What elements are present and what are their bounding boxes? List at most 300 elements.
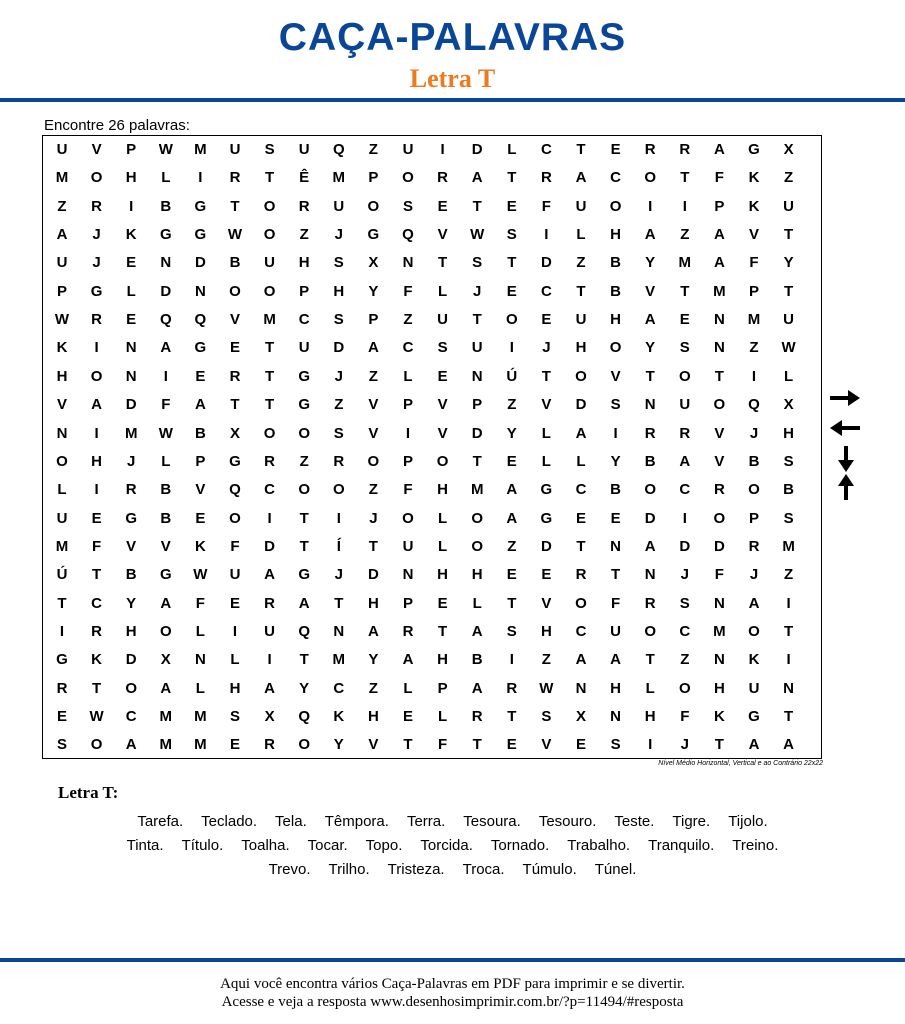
grid-letter: J xyxy=(127,452,136,470)
grid-letter: R xyxy=(471,708,483,725)
grid-letter: L xyxy=(230,651,240,669)
grid-letter: A xyxy=(91,396,103,414)
grid-letter: U xyxy=(56,509,68,527)
grid-letter: U xyxy=(471,339,483,357)
grid-letter: U xyxy=(402,537,414,555)
grid-letter: L xyxy=(576,226,586,244)
grid-row xyxy=(43,618,821,646)
grid-letter: M xyxy=(55,169,69,187)
grid-letter: L xyxy=(438,537,448,555)
grid-letter: J xyxy=(749,424,759,442)
grid-letter: Z xyxy=(507,396,517,414)
grid-letter: L xyxy=(438,509,448,527)
grid-letter: H xyxy=(610,311,622,329)
grid-letter: L xyxy=(645,679,655,697)
grid-letter: H xyxy=(610,679,622,697)
grid-letter: Ú xyxy=(506,367,518,385)
grid-letter: T xyxy=(472,736,482,754)
grid-letter: C xyxy=(540,141,552,158)
grid-letter: U xyxy=(56,254,68,272)
grid-letter: S xyxy=(506,226,517,244)
grid-letter: I xyxy=(751,367,757,385)
word-list-item: Tristeza. xyxy=(387,861,445,878)
grid-letter: O xyxy=(609,197,622,215)
grid-letter: G xyxy=(748,708,760,725)
grid-letter: N xyxy=(56,424,68,442)
grid-letter: Y xyxy=(610,452,621,470)
grid-letter: Z xyxy=(299,452,309,470)
grid-letter: L xyxy=(403,367,413,385)
grid-row xyxy=(43,448,821,476)
grid-letter: W xyxy=(193,566,208,584)
word-list-item: Terra. xyxy=(406,813,446,830)
grid-letter: V xyxy=(126,537,137,555)
grid-letter: V xyxy=(714,452,725,470)
grid-letter: O xyxy=(90,736,103,754)
grid-letter: R xyxy=(402,622,414,640)
word-list xyxy=(20,810,885,882)
page-subtitle: Letra T xyxy=(409,64,496,93)
grid-letter: A xyxy=(471,622,483,640)
grid-letter: O xyxy=(367,452,380,470)
grid-letter: I xyxy=(94,339,99,357)
grid-letter: V xyxy=(541,396,552,414)
grid-letter: I xyxy=(336,509,341,527)
grid-letter: E xyxy=(126,254,137,272)
grid-letter: J xyxy=(334,566,343,584)
grid-letter: B xyxy=(160,481,172,499)
grid-letter: O xyxy=(609,339,622,357)
grid-letter: U xyxy=(333,197,345,215)
grid-letter: H xyxy=(783,424,795,442)
grid-letter: G xyxy=(90,282,103,300)
grid-letter: Z xyxy=(368,679,378,697)
grid-letter: X xyxy=(264,708,275,725)
grid-letter: I xyxy=(509,339,514,357)
grid-letter: N xyxy=(644,396,656,414)
grid-letter: A xyxy=(160,594,172,612)
grid-letter: S xyxy=(264,141,275,158)
grid-letter: I xyxy=(509,651,514,669)
grid-letter: D xyxy=(471,141,483,158)
grid-letter: W xyxy=(89,708,104,725)
grid-letter: T xyxy=(299,537,309,555)
grid-letter: Z xyxy=(368,367,378,385)
grid-letter: M xyxy=(124,424,138,442)
grid-letter: E xyxy=(610,509,621,527)
grid-row xyxy=(43,420,821,448)
grid-letter: D xyxy=(471,424,483,442)
grid-letter: T xyxy=(472,452,482,470)
grid-letter: M xyxy=(332,651,346,669)
footer-line-1: Aqui você encontra vários Caça-Palavras em PDF para imprimir e se divertir. xyxy=(220,976,685,992)
grid-letter: A xyxy=(367,622,379,640)
grid-row xyxy=(43,193,821,221)
grid-letter: U xyxy=(610,622,622,640)
grid-letter: T xyxy=(265,339,275,357)
grid-row xyxy=(43,533,821,561)
grid-letter: A xyxy=(471,679,483,697)
grid-letter: O xyxy=(332,481,345,499)
grid-letter: N xyxy=(610,708,622,725)
grid-letter: P xyxy=(402,452,413,470)
grid-letter: I xyxy=(613,424,618,442)
grid-letter: O xyxy=(575,594,587,612)
grid-letter: Ê xyxy=(299,169,310,187)
grid-letter: N xyxy=(194,651,206,669)
grid-letter: R xyxy=(506,679,518,697)
grid-letter: U xyxy=(575,197,587,215)
grid-letter: I xyxy=(198,169,203,187)
grid-letter: D xyxy=(333,339,345,357)
grid-letter: E xyxy=(402,708,413,725)
grid-letter: W xyxy=(781,339,796,357)
grid-letter: I xyxy=(163,367,168,385)
grid-letter: U xyxy=(264,254,276,272)
grid-letter: F xyxy=(714,566,724,584)
grid-letter: H xyxy=(610,226,622,244)
grid-letter: F xyxy=(195,594,205,612)
grid-letter: R xyxy=(229,169,241,187)
grid-letter: S xyxy=(506,622,517,640)
grid-letter: P xyxy=(402,594,413,612)
grid-letter: D xyxy=(713,537,725,555)
grid-letter: N xyxy=(713,311,725,329)
grid-letter: A xyxy=(610,651,622,669)
grid-letter: O xyxy=(402,509,414,527)
grid-letter: F xyxy=(541,197,551,215)
grid-letter: A xyxy=(506,481,518,499)
grid-letter: V xyxy=(541,594,552,612)
grid-letter: U xyxy=(264,622,276,640)
grid-letter: N xyxy=(402,566,414,584)
word-list-heading: Letra T: xyxy=(58,783,119,802)
grid-letter: D xyxy=(644,509,656,527)
grid-letter: A xyxy=(160,679,172,697)
grid-letter: U xyxy=(402,141,414,158)
grid-letter: R xyxy=(298,197,310,215)
grid-letter: V xyxy=(437,396,448,414)
grid-letter: T xyxy=(438,622,448,640)
grid-letter: O xyxy=(229,509,241,527)
grid-letter: H xyxy=(367,708,379,725)
grid-letter: B xyxy=(160,197,172,215)
grid-letter: K xyxy=(56,339,68,357)
grid-letter: D xyxy=(125,651,137,669)
grid-letter: F xyxy=(403,282,413,300)
grid-letter: O xyxy=(159,622,172,640)
grid-letter: F xyxy=(714,169,724,187)
grid-letter: X xyxy=(783,141,794,158)
grid-letter: G xyxy=(194,339,207,357)
grid-letter: O xyxy=(90,169,103,187)
grid-letter: R xyxy=(679,141,691,158)
grid-row xyxy=(43,590,821,618)
grid-letter: F xyxy=(92,537,102,555)
grid-letter: B xyxy=(610,254,622,272)
grid-letter: Z xyxy=(368,141,378,158)
grid-letter: H xyxy=(333,282,345,300)
grid-letter: M xyxy=(194,708,207,725)
grid-letter: X xyxy=(783,396,794,414)
grid-letter: V xyxy=(160,537,171,555)
grid-letter: I xyxy=(94,481,99,499)
grid-letter: R xyxy=(575,566,587,584)
grid-letter: E xyxy=(506,197,517,215)
grid-letter: S xyxy=(229,708,240,725)
grid-letter: L xyxy=(403,679,413,697)
grid-letter: K xyxy=(125,226,137,244)
grid-letter: A xyxy=(713,254,725,272)
grid-letter: E xyxy=(679,311,690,329)
grid-letter: E xyxy=(56,708,67,725)
grid-letter: L xyxy=(576,452,586,470)
grid-letter: B xyxy=(125,566,137,584)
grid-letter: O xyxy=(575,367,587,385)
grid-letter: V xyxy=(748,226,759,244)
grid-letter: V xyxy=(437,424,448,442)
word-list-item: Trabalho. xyxy=(567,837,631,854)
grid-letter: M xyxy=(159,708,173,725)
grid-letter: E xyxy=(229,339,240,357)
grid-letter: Q xyxy=(332,141,345,158)
grid-letter: T xyxy=(576,537,586,555)
grid-letter: O xyxy=(644,622,657,640)
grid-letter: J xyxy=(473,282,482,300)
grid-letter: E xyxy=(437,367,448,385)
grid-letter: D xyxy=(194,254,206,272)
grid-letter: D xyxy=(125,396,137,414)
word-list-item: Tocar. xyxy=(307,837,348,854)
grid-letter: U xyxy=(56,141,68,158)
grid-letter: O xyxy=(402,169,414,187)
grid-letter: L xyxy=(784,367,794,385)
grid-letter: Z xyxy=(680,651,690,669)
word-list-item: Tigre. xyxy=(672,813,711,830)
grid-letter: T xyxy=(265,169,275,187)
grid-letter: L xyxy=(195,622,205,640)
grid-letter: E xyxy=(506,736,517,754)
grid-letter: Q xyxy=(748,396,760,414)
grid-letter: L xyxy=(438,708,448,725)
grid-letter: C xyxy=(91,594,103,612)
grid-letter: Y xyxy=(506,424,517,442)
grid-letter: I xyxy=(786,651,791,669)
grid-letter: P xyxy=(56,282,67,300)
grid-letter: Z xyxy=(299,226,309,244)
grid-letter: N xyxy=(644,566,656,584)
grid-letter: F xyxy=(403,481,413,499)
grid-letter: U xyxy=(298,141,310,158)
grid-letter: I xyxy=(59,622,65,640)
grid-letter: U xyxy=(575,311,587,329)
grid-letter: N xyxy=(194,282,206,300)
grid-row xyxy=(43,249,821,277)
grid-letter: I xyxy=(440,141,445,158)
grid-letter: A xyxy=(402,651,414,669)
grid-letter: M xyxy=(747,311,761,329)
grid-letter: J xyxy=(680,736,689,754)
grid-letter: L xyxy=(541,424,551,442)
grid-letter: I xyxy=(129,197,134,215)
grid-letter: X xyxy=(160,651,171,669)
grid-letter: I xyxy=(544,226,549,244)
grid-letter: N xyxy=(783,679,795,697)
grid-letter: J xyxy=(334,367,343,385)
grid-letter: K xyxy=(713,708,725,725)
grid-letter: K xyxy=(748,197,760,215)
grid-letter: U xyxy=(229,141,241,158)
grid-letter: K xyxy=(333,708,345,725)
grid-letter: O xyxy=(471,509,484,527)
grid-letter: T xyxy=(299,509,309,527)
grid-letter: P xyxy=(368,169,379,187)
grid-letter: Z xyxy=(541,651,551,669)
grid-letter: H xyxy=(125,622,137,640)
grid-letter: M xyxy=(159,736,173,754)
grid-letter: G xyxy=(159,566,172,584)
grid-letter: R xyxy=(644,141,656,158)
grid-letter: Y xyxy=(645,254,656,272)
grid-letter: T xyxy=(507,594,517,612)
grid-letter: O xyxy=(263,282,276,300)
grid-letter: C xyxy=(610,169,622,187)
grid-letter: H xyxy=(229,679,241,697)
grid-letter: A xyxy=(471,169,483,187)
grid-letter: J xyxy=(680,566,689,584)
grid-letter: I xyxy=(786,594,791,612)
word-list-item: Tela. xyxy=(275,813,307,830)
grid-letter: C xyxy=(402,339,414,357)
arrow-up-icon xyxy=(838,474,854,500)
word-list-item: Título. xyxy=(181,837,224,854)
grid-letter: O xyxy=(298,424,311,442)
grid-letter: S xyxy=(679,594,690,612)
grid-letter: H xyxy=(437,566,449,584)
grid-letter: I xyxy=(682,509,687,527)
grid-letter: T xyxy=(714,367,724,385)
grid-letter: U xyxy=(748,679,760,697)
word-list-item: Teclado. xyxy=(201,813,258,830)
grid-letter: R xyxy=(679,424,691,442)
grid-letter: W xyxy=(539,679,554,697)
grid-letter: A xyxy=(367,339,379,357)
grid-letter: M xyxy=(713,282,726,300)
grid-letter: T xyxy=(784,622,794,640)
grid-letter: C xyxy=(679,622,691,640)
grid-letter: T xyxy=(784,282,794,300)
grid-letter: L xyxy=(541,452,551,470)
word-list-item: Tinta. xyxy=(126,837,164,854)
grid-letter: F xyxy=(438,736,448,754)
grid-letter: G xyxy=(229,452,241,470)
word-list-line xyxy=(20,810,885,834)
grid-letter: S xyxy=(783,452,794,470)
grid-letter: M xyxy=(678,254,692,272)
grid-letter: A xyxy=(644,537,656,555)
grid-letter: E xyxy=(541,311,552,329)
word-list-item: Toalha. xyxy=(241,837,290,854)
grid-letter: L xyxy=(195,679,205,697)
grid-letter: R xyxy=(713,481,725,499)
grid-letter: N xyxy=(713,594,725,612)
word-list-item: Tarefa. xyxy=(137,813,184,830)
grid-letter: E xyxy=(437,594,448,612)
grid-letter: R xyxy=(91,197,103,215)
grid-letter: P xyxy=(299,282,310,300)
grid-letter: D xyxy=(540,537,552,555)
arrow-right-icon xyxy=(830,390,860,406)
grid-letter: T xyxy=(230,197,240,215)
grid-letter: V xyxy=(368,424,379,442)
grid-letter: E xyxy=(195,367,206,385)
grid-letter: T xyxy=(57,594,67,612)
grid-letter: B xyxy=(644,452,656,470)
grid-letter: O xyxy=(644,169,657,187)
grid-letter: Q xyxy=(298,708,311,725)
grid-letter: P xyxy=(368,311,379,329)
grid-letter: Y xyxy=(299,679,310,697)
grid-letter: G xyxy=(298,566,311,584)
grid-letter: H xyxy=(437,481,449,499)
grid-letter: O xyxy=(298,736,311,754)
grid-letter: W xyxy=(54,311,70,329)
grid-letter: Y xyxy=(126,594,137,612)
grid-letter: I xyxy=(648,197,653,215)
grid-letter: A xyxy=(575,169,587,187)
grid-letter: T xyxy=(299,651,309,669)
arrow-down-icon xyxy=(838,446,854,472)
grid-letter: F xyxy=(161,396,171,414)
page-title: CAÇA-PALAVRAS xyxy=(278,16,627,59)
word-list-item: Túnel. xyxy=(594,861,637,878)
grid-letter: C xyxy=(264,481,276,499)
grid-letter: T xyxy=(507,169,517,187)
grid-letter: O xyxy=(90,367,103,385)
grid-letter: H xyxy=(298,254,310,272)
grid-row xyxy=(43,391,821,419)
grid-letter: O xyxy=(125,679,138,697)
grid-letter: S xyxy=(56,736,67,754)
grid-letter: O xyxy=(748,622,760,640)
grid-letter: G xyxy=(194,226,207,244)
grid-letter: T xyxy=(472,197,482,215)
grid-letter: N xyxy=(402,254,414,272)
grid-letter: A xyxy=(679,452,691,470)
grid-letter: E xyxy=(541,566,552,584)
grid-letter: U xyxy=(783,311,795,329)
grid-letter: S xyxy=(437,339,448,357)
grid-row xyxy=(43,675,821,703)
grid-letter: M xyxy=(194,141,207,158)
grid-letter: T xyxy=(507,254,517,272)
grid-letter: O xyxy=(298,481,311,499)
grid-letter: Z xyxy=(784,566,794,584)
grid-letter: H xyxy=(367,594,379,612)
grid-letter: T xyxy=(784,708,794,725)
grid-letter: S xyxy=(472,254,483,272)
grid-letter: S xyxy=(679,339,690,357)
grid-letter: U xyxy=(783,197,795,215)
grid-letter: C xyxy=(333,679,345,697)
grid-letter: K xyxy=(91,651,103,669)
grid-letter: N xyxy=(713,651,725,669)
grid-letter: N xyxy=(125,339,137,357)
grid-letter: A xyxy=(713,226,725,244)
grid-letter: R xyxy=(91,622,103,640)
grid-letter: V xyxy=(368,736,379,754)
grid-letter: G xyxy=(194,197,207,215)
